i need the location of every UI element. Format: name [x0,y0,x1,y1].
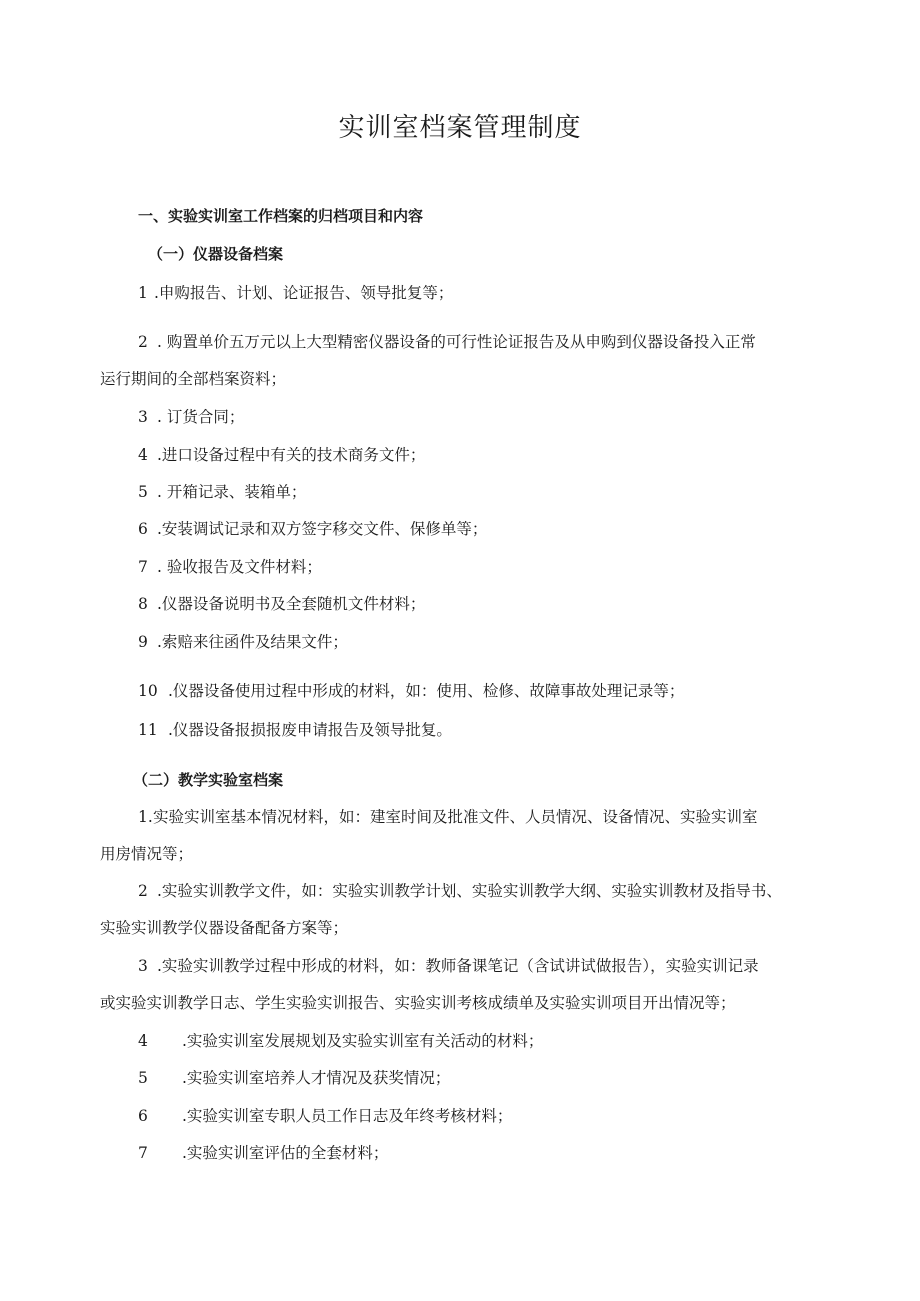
item-text: .实验实训室评估的全套材料； [182,1144,389,1162]
item-text: .进口设备过程中有关的技术商务文件； [157,446,426,464]
item-number: 7 [138,558,148,576]
item-text: .索赔来往函件及结果文件； [157,633,348,651]
list-item [138,444,425,466]
item-text: . 购置单价五万元以上大型精密仪器设备的可行性论证报告及从申购到仪器设备投入正常 [157,333,756,351]
list-item-continuation: 运行期间的全部档案资料； [100,370,287,388]
list-item-continuation: 实验实训教学仪器设备配备方案等； [100,919,349,937]
list-item [138,593,425,615]
item-text: .实验实训室培养人才情况及获奖情况； [182,1069,451,1087]
item-number: 1. [138,808,153,826]
list-item [138,880,782,902]
item-number: 5 [138,483,148,501]
list-item [138,806,758,828]
item-number: 5 [138,1069,148,1087]
item-number: 6 [138,1107,148,1125]
list-item [138,406,244,428]
list-item [138,481,306,503]
subsection-heading-teaching-lab: （二）教学实验室档案 [133,771,284,789]
item-text: .实验实训教学过程中形成的材料，如：教师备课笔记（含试讲试做报告），实验实训记录 [157,957,759,975]
item-text: .仪器设备报损报废申请报告及领导批复。 [168,721,452,739]
item-number: 7 [138,1144,148,1162]
item-number: 2 [138,333,148,351]
section-heading: 一、实验实训室工作档案的归档项目和内容 [138,207,424,225]
subsection-heading-equipment: （一）仪器设备档案 [148,245,284,263]
list-item [138,1030,543,1052]
item-number: 11 [138,721,158,739]
item-number: 8 [138,595,148,613]
item-text: . 开箱记录、装箱单； [157,483,307,501]
item-text: . 订货合同； [157,408,245,426]
item-text: .实验实训室专职人员工作日志及年终考核材料； [182,1107,513,1125]
item-number: 2 [138,882,148,900]
list-item-continuation: 或实验实训教学日志、学生实验实训报告、实验实训考核成绩单及实验实训项目开出情况等； [100,994,736,1012]
item-number: 10 [138,682,158,700]
item-number: 9 [138,633,148,651]
list-item [138,1105,512,1127]
list-item [138,680,684,702]
list-item [138,719,452,741]
list-item [138,631,348,653]
list-item [138,518,487,540]
item-text: .安装调试记录和双方签字移交文件、保修单等； [157,520,488,538]
item-number: 3 [138,408,148,426]
item-number: 6 [138,520,148,538]
list-item-continuation: 用房情况等； [100,845,194,863]
item-text: .仪器设备说明书及全套随机文件材料； [157,595,426,613]
item-text: .实验实训教学文件，如：实验实训教学计划、实验实训教学大纲、实验实训教材及指导书、 [157,882,782,900]
list-item [138,955,759,977]
item-text: .申购报告、计划、论证报告、领导批复等； [154,284,454,302]
item-number: 4 [138,1032,148,1050]
item-number: 1 [138,284,148,302]
list-item [138,1067,450,1089]
list-item [138,331,756,353]
item-text: .仪器设备使用过程中形成的材料，如：使用、检修、故障事故处理记录等； [168,682,685,700]
item-number: 4 [138,446,148,464]
item-text: 实验实训室基本情况材料，如：建室时间及批准文件、人员情况、设备情况、实验实训室 [153,808,758,826]
list-item [138,556,322,578]
item-text: . 验收报告及文件材料； [157,558,322,576]
list-item [138,1142,388,1164]
list-item [138,282,453,304]
item-text: .实验实训室发展规划及实验实训室有关活动的材料； [182,1032,544,1050]
document-title: 实训室档案管理制度 [338,113,582,143]
item-number: 3 [138,957,148,975]
